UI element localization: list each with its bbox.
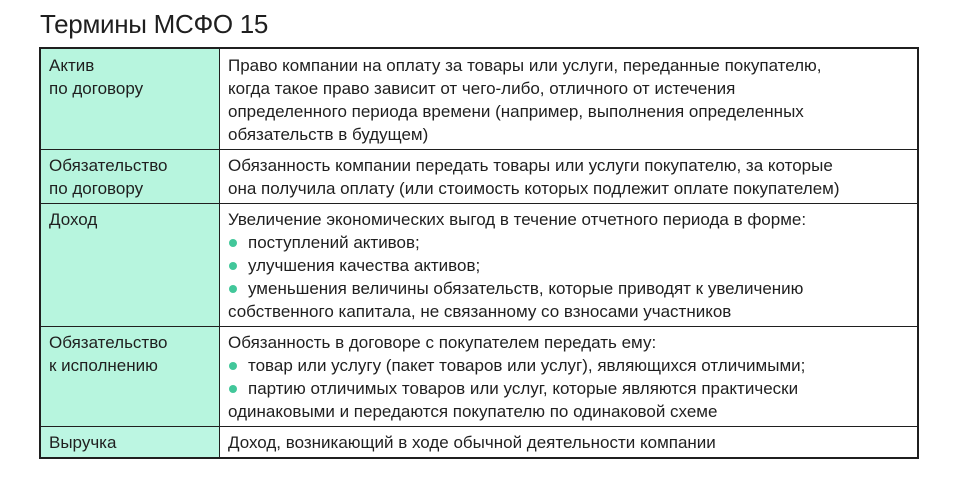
table-row — [40, 204, 918, 327]
term-cell — [40, 150, 220, 204]
term-line: Выручка — [49, 433, 117, 452]
list-item — [228, 231, 909, 254]
definition-cell — [220, 150, 919, 204]
definition-line: она получила оплату (или стоимость которых подлежит оплате покупателем) — [228, 179, 840, 198]
list-item — [228, 354, 909, 377]
list-item — [228, 377, 909, 423]
table-row — [40, 48, 918, 150]
bullet-icon — [229, 362, 237, 370]
bullet-line: уменьшения величины обязательств, которые приводят к увеличению — [248, 279, 804, 298]
bullet-line: собственного капитала, не связанному со взносами участников — [228, 302, 732, 321]
term-line: Доход — [49, 210, 98, 229]
term-line: по договору — [49, 79, 144, 98]
term-line: к исполнению — [49, 356, 158, 375]
term-cell — [40, 204, 220, 327]
bullet-line: поступлений активов; — [248, 233, 420, 252]
definition-cell — [220, 327, 919, 427]
definition-line: определенного периода времени (например, выполнения определенных — [228, 102, 804, 121]
definition-cell — [220, 204, 919, 327]
bullet-list — [228, 354, 909, 423]
table-row — [40, 427, 918, 459]
list-item — [228, 277, 909, 323]
definition-line: Обязанность компании передать товары или услуги покупателю, за которые — [228, 156, 833, 175]
bullet-line: товар или услугу (пакет товаров или услуг), являющихся отличимыми; — [248, 356, 806, 375]
bullet-line: одинаковыми и передаются покупателю по одинаковой схеме — [228, 402, 718, 421]
table-row — [40, 150, 918, 204]
definition-cell — [220, 427, 919, 459]
term-line: Обязательство — [49, 333, 168, 352]
definition-line: когда такое право зависит от чего-либо, отличного от истечения — [228, 79, 736, 98]
term-line: Актив — [49, 56, 95, 75]
term-cell — [40, 327, 220, 427]
definition-cell — [220, 48, 919, 150]
list-item — [228, 254, 909, 277]
bullet-icon — [229, 239, 237, 247]
definition-intro: Обязанность в договоре с покупателем передать ему: — [228, 333, 657, 352]
terms-table — [39, 47, 919, 459]
bullet-line: улучшения качества активов; — [248, 256, 481, 275]
term-line: Обязательство — [49, 156, 168, 175]
bullet-line: партию отличимых товаров или услуг, которые являются практически — [248, 379, 799, 398]
term-line: по договору — [49, 179, 144, 198]
bullet-icon — [229, 285, 237, 293]
definition-line: обязательств в будущем) — [228, 125, 429, 144]
bullet-list — [228, 231, 909, 323]
term-cell — [40, 48, 220, 150]
definition-line: Право компании на оплату за товары или услуги, переданные покупателю, — [228, 56, 822, 75]
table-row — [40, 327, 918, 427]
bullet-icon — [229, 262, 237, 270]
bullet-icon — [229, 385, 237, 393]
definition-intro: Увеличение экономических выгод в течение отчетного периода в форме: — [228, 210, 807, 229]
term-cell — [40, 427, 220, 459]
definition-line: Доход, возникающий в ходе обычной деятельности компании — [228, 433, 716, 452]
page-title: Термины МСФО 15 — [40, 9, 269, 39]
